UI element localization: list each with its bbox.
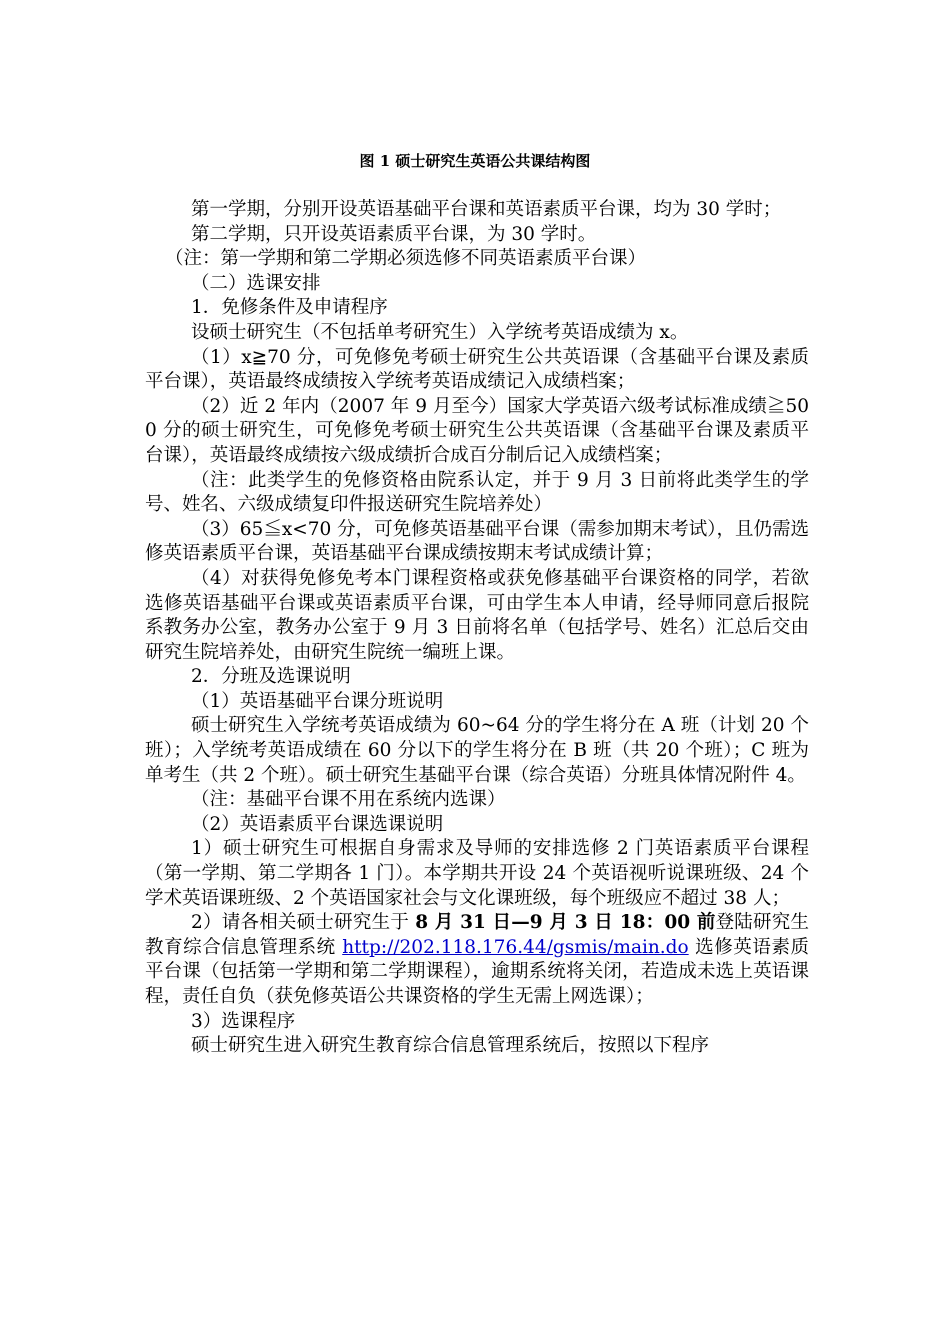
figure-caption: 图 1 硕士研究生英语公共课结构图 <box>359 152 591 170</box>
paragraph-quality-item-2 <box>145 911 809 1009</box>
gsmis-system-link[interactable]: http://202.118.176.44/gsmis/main.do <box>342 936 689 958</box>
subsection-heading-class-division: 2．分班及选课说明 <box>191 666 351 688</box>
paragraph-rule-4: （4）对获得免修免考本门课程资格或获免修基础平台课资格的同学，若欲选修英语基础平台课或英语素质平台课，可由学生本人申请，经导师同意后报院系教务办公室，教务办公室于 9 月 3 日前将名单（包括学号、姓名）汇总后交由研究生院培养处，由研究生院统一编班上课。 <box>145 567 809 663</box>
paragraph-rule-1: （1）x≧70 分，可免修免考硕士研究生公共英语课（含基础平台课及素质平台课），英语最终成绩按入学统考英语成绩记入成绩档案； <box>145 346 809 393</box>
subsection-heading-exemption: 1．免修条件及申请程序 <box>191 297 388 319</box>
text-segment: 选修英语素质平台课（包括第一学期和第二学期课程），逾期系统将关闭，若造成未选上英语课程，责任自负（获免修英语公共课资格的学生无需上网选课）； <box>145 936 809 1007</box>
paragraph-note-basic-platform: （注：基础平台课不用在系统内选课） <box>191 789 506 811</box>
paragraph-first-semester: 第一学期，分别开设英语基础平台课和英语素质平台课，均为 30 学时； <box>191 199 782 220</box>
paragraph-score-definition: 设硕士研究生（不包括单考研究生）入学统考英语成绩为 x。 <box>191 321 689 343</box>
text-segment: 登陆研究生教育综合信息管理系统 <box>145 912 809 958</box>
paragraph-class-division: 硕士研究生入学统考英语成绩为 60~64 分的学生将分在 A 班（计划 20 个班）；入学统考英语成绩在 60 分以下的学生将分在 B 班（共 20 个班）；C 班为单考生（共 2 个班）。硕士研究生基础平台课（综合英语）分班具体情况附件 4。 <box>145 715 809 786</box>
paragraph-second-semester: 第二学期，只开设英语素质平台课，为 30 学时。 <box>191 223 597 245</box>
subheading-selection-procedure: 3）选课程序 <box>191 1010 296 1032</box>
paragraph-note-semesters: （注：第一学期和第二学期必须选修不同英语素质平台课） <box>165 248 647 270</box>
paragraph-procedure-intro: 硕士研究生进入研究生教育综合信息管理系统后，按照以下程序 <box>191 1035 710 1057</box>
section-heading-course-selection: （二）选课安排 <box>191 272 321 294</box>
paragraph-rule-2: （2）近 2 年内（2007 年 9 月至今）国家大学英语六级考试标准成绩≧500 分的硕士研究生，可免修免考硕士研究生公共英语课（含基础平台课及素质平台课），英语最终成绩按六级成绩折合成百分制后记入成绩档案； <box>145 395 809 466</box>
paragraph-quality-item-1: 1）硕士研究生可根据自身需求及导师的安排选修 2 门英语素质平台课程（第一学期、第二学期各 1 门）。本学期共开设 24 个英语视听说课班级、24 个学术英语课班级、2 个英语国家社会与文化课班级，每个班级应不超过 38 人； <box>145 838 809 909</box>
subheading-basic-platform: （1）英语基础平台课分班说明 <box>191 690 444 712</box>
paragraph-note-rule-2: （注：此类学生的免修资格由院系认定，并于 9 月 3 日前将此类学生的学号、姓名、六级成绩复印件报送研究生院培养处） <box>145 469 809 516</box>
document-body <box>145 198 809 1059</box>
subheading-quality-platform: （2）英语素质平台课选课说明 <box>191 813 444 835</box>
paragraph-rule-3: （3）65≦x<70 分，可免修英语基础平台课（需参加期末考试），且仍需选修英语素质平台课，英语基础平台课成绩按期末考试成绩计算； <box>145 518 809 565</box>
text-segment: 2）请各相关硕士研究生于 <box>191 912 416 934</box>
deadline-text: 8 月 31 日—9 月 3 日 18：00 前 <box>415 912 716 934</box>
